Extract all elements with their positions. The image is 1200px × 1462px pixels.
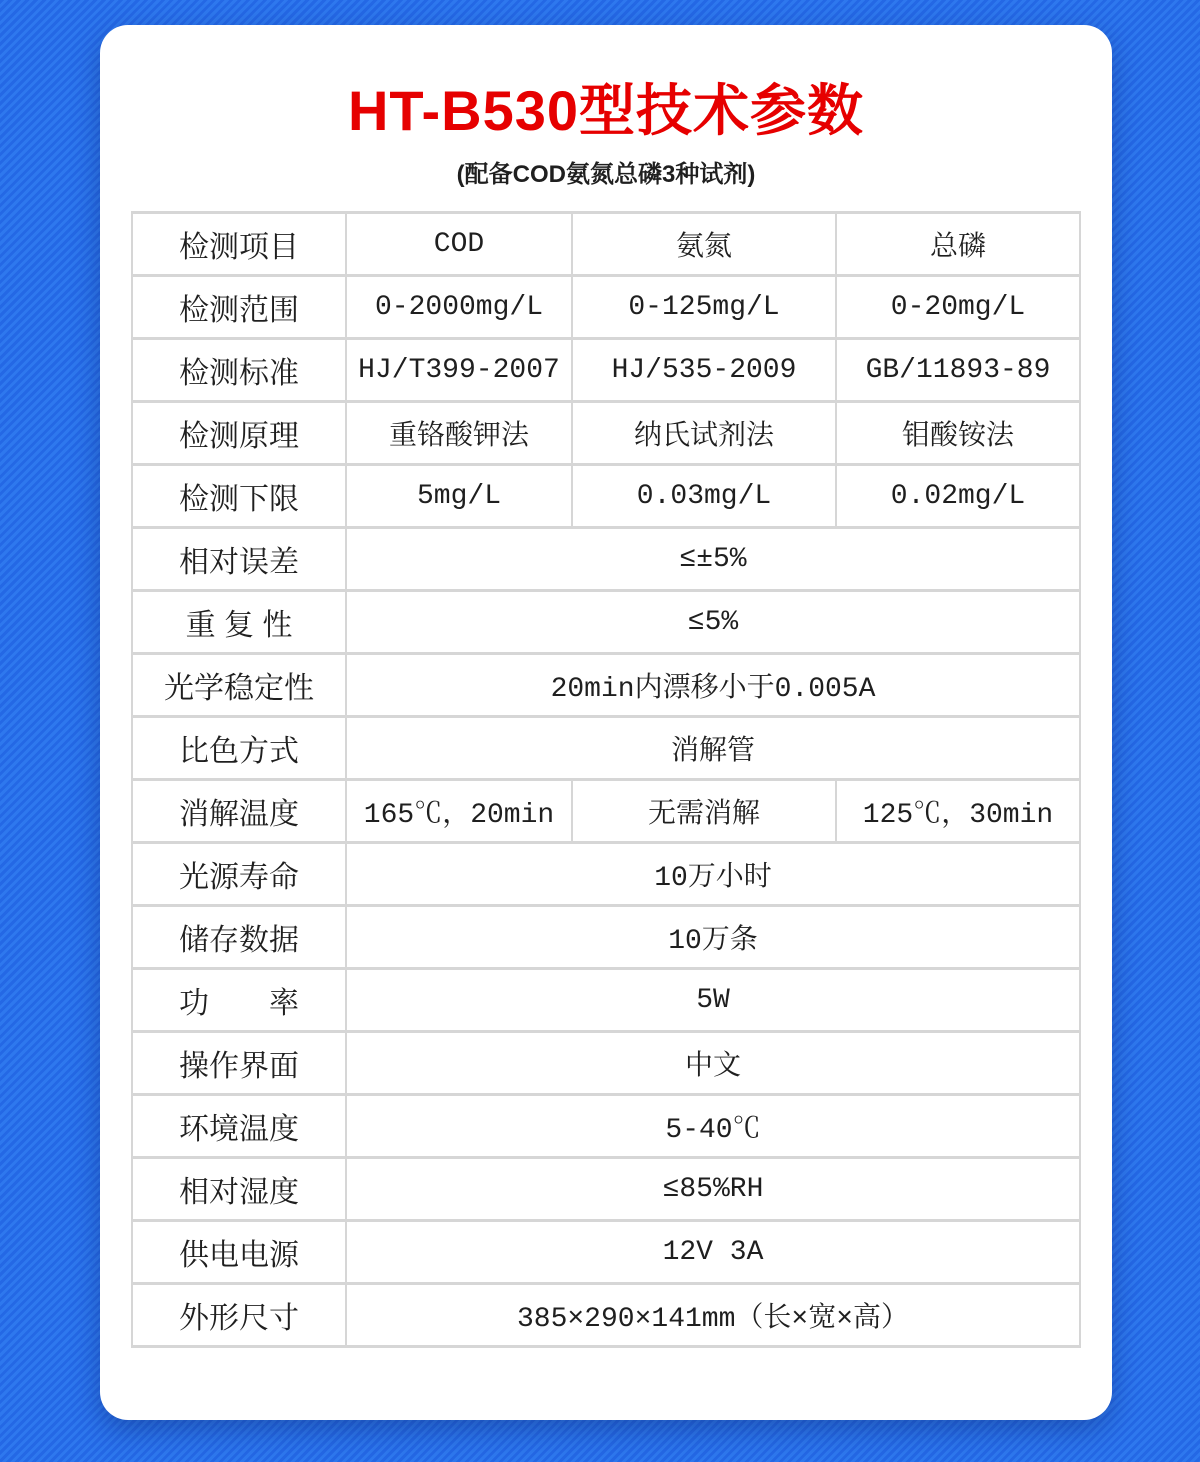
table-row (132, 969, 1080, 1032)
row-label: 储存数据 (132, 906, 346, 969)
row-value: 5mg/L (346, 465, 572, 528)
row-label: 检测原理 (132, 402, 346, 465)
table-row (132, 1221, 1080, 1284)
row-label: 供电电源 (132, 1221, 346, 1284)
row-label: 环境温度 (132, 1095, 346, 1158)
row-label: 相对误差 (132, 528, 346, 591)
table-row (132, 780, 1080, 843)
row-value: 纳氏试剂法 (572, 402, 836, 465)
table-row (132, 276, 1080, 339)
page-subtitle: (配备COD氨氮总磷3种试剂) (456, 161, 756, 188)
row-value: 20min内漂移小于0.005A (346, 654, 1080, 717)
row-value: 10万条 (346, 906, 1080, 969)
row-value: 0-20mg/L (836, 276, 1080, 339)
row-label: 检测范围 (132, 276, 346, 339)
row-value: 385×290×141mm（长×宽×高） (346, 1284, 1080, 1347)
row-value: 0.03mg/L (572, 465, 836, 528)
row-value: ≤5% (346, 591, 1080, 654)
row-label: 检测项目 (132, 213, 346, 276)
row-label: 检测下限 (132, 465, 346, 528)
table-row (132, 339, 1080, 402)
row-value: 中文 (346, 1032, 1080, 1095)
table-row (132, 528, 1080, 591)
table-row (132, 906, 1080, 969)
row-value: COD (346, 213, 572, 276)
row-value: HJ/535-2009 (572, 339, 836, 402)
row-label: 检测标准 (132, 339, 346, 402)
table-row (132, 465, 1080, 528)
row-value: 无需消解 (572, 780, 836, 843)
row-value: 5-40℃ (346, 1095, 1080, 1158)
row-label: 光源寿命 (132, 843, 346, 906)
table-row (132, 591, 1080, 654)
spec-table (131, 211, 1081, 1348)
spec-table-body (132, 213, 1080, 1347)
table-row (132, 1284, 1080, 1347)
spec-card (100, 25, 1112, 1420)
table-row (132, 843, 1080, 906)
table-row (132, 1095, 1080, 1158)
row-value: 消解管 (346, 717, 1080, 780)
row-value: 0-2000mg/L (346, 276, 572, 339)
row-value: 12V 3A (346, 1221, 1080, 1284)
row-value: 5W (346, 969, 1080, 1032)
table-row (132, 1032, 1080, 1095)
row-value: 0.02mg/L (836, 465, 1080, 528)
row-label: 比色方式 (132, 717, 346, 780)
row-value: 0-125mg/L (572, 276, 836, 339)
row-value: 氨氮 (572, 213, 836, 276)
row-value: 125℃，30min (836, 780, 1080, 843)
row-label: 光学稳定性 (132, 654, 346, 717)
row-value: GB/11893-89 (836, 339, 1080, 402)
row-label: 消解温度 (132, 780, 346, 843)
row-value: 10万小时 (346, 843, 1080, 906)
row-value: 重铬酸钾法 (346, 402, 572, 465)
row-value: 总磷 (836, 213, 1080, 276)
row-value: 165℃，20min (346, 780, 572, 843)
table-row (132, 213, 1080, 276)
table-row (132, 1158, 1080, 1221)
row-label: 外形尺寸 (132, 1284, 346, 1347)
table-row (132, 402, 1080, 465)
page-title: HT-B530型技术参数 (347, 79, 865, 142)
row-value: HJ/T399-2007 (346, 339, 572, 402)
row-label: 相对湿度 (132, 1158, 346, 1221)
row-value: ≤±5% (346, 528, 1080, 591)
row-label: 功 率 (132, 969, 346, 1032)
row-value: ≤85%RH (346, 1158, 1080, 1221)
table-row (132, 654, 1080, 717)
row-label: 操作界面 (132, 1032, 346, 1095)
row-value: 钼酸铵法 (836, 402, 1080, 465)
table-row (132, 717, 1080, 780)
row-label: 重 复 性 (132, 591, 346, 654)
